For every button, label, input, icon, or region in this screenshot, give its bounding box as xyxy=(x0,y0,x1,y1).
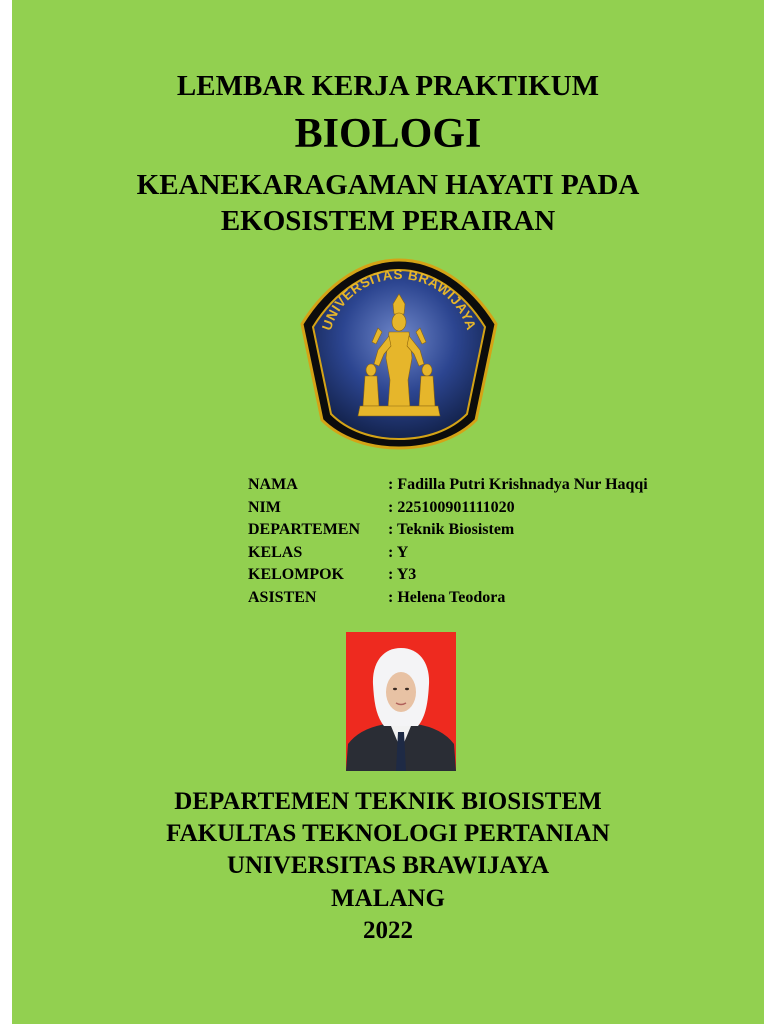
info-label: ASISTEN xyxy=(248,588,317,606)
info-label: KELOMPOK xyxy=(248,566,344,583)
student-info xyxy=(248,474,648,609)
info-row-nim xyxy=(248,497,648,520)
info-value: : Y3 xyxy=(388,566,417,583)
info-value: : 225100901111020 xyxy=(388,498,515,516)
info-label: NIM xyxy=(248,498,281,516)
footer-faculty: FAKULTAS TEKNOLOGI PERTANIAN xyxy=(166,820,610,847)
title-subject: BIOLOGI xyxy=(294,111,482,157)
info-row-asisten xyxy=(248,587,648,610)
info-value: : Y xyxy=(388,543,409,561)
info-label: NAMA xyxy=(248,476,298,493)
footer-university: UNIVERSITAS BRAWIJAYA xyxy=(226,852,550,879)
logo-text: UNIVERSITAS BRAWIJAYA xyxy=(319,266,479,333)
info-value: : Helena Teodora xyxy=(388,588,506,606)
university-logo xyxy=(298,258,500,450)
footer-city: MALANG xyxy=(331,885,445,912)
footer-year: 2022 xyxy=(363,917,413,944)
title-topic-line-2: EKOSISTEM PERAIRAN xyxy=(220,205,556,237)
info-label: DEPARTEMEN xyxy=(248,521,361,538)
info-label: KELAS xyxy=(248,543,303,561)
cover-page xyxy=(12,0,764,1024)
info-row-departemen xyxy=(248,519,648,542)
info-row-kelompok xyxy=(248,564,648,587)
title-topic-line-1: KEANEKARAGAMAN HAYATI PADA xyxy=(136,169,640,201)
footer-department: DEPARTEMEN TEKNIK BIOSISTEM xyxy=(174,788,602,815)
info-row-kelas xyxy=(248,542,648,565)
info-row-nama xyxy=(248,474,648,497)
title-line-1: LEMBAR KERJA PRAKTIKUM xyxy=(176,70,600,102)
info-value: : Teknik Biosistem xyxy=(388,521,515,538)
info-value: : Fadilla Putri Krishnadya Nur Haqqi xyxy=(388,476,648,493)
student-photo xyxy=(346,632,456,771)
